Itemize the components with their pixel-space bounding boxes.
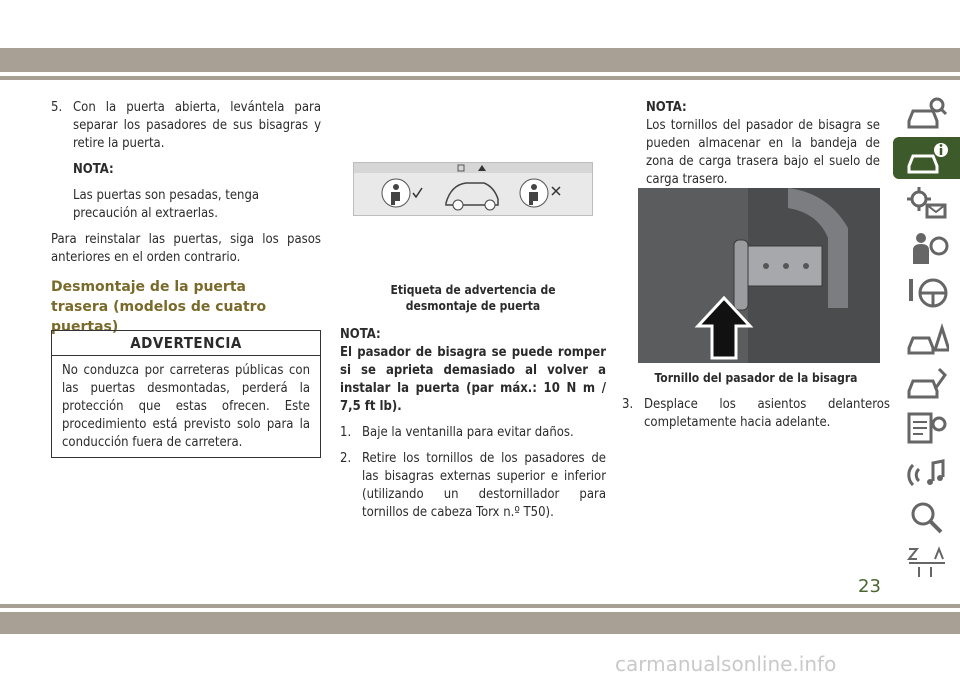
steering-wheel-icon[interactable] (893, 272, 960, 314)
door-warning-label-figure (353, 162, 593, 216)
right-column-bottom (622, 370, 890, 432)
chapter-tabs (893, 92, 960, 587)
step-number: 3. (622, 397, 634, 412)
nota-warning-text: El pasador de bisagra se puede romper si se aprieta demasiado al volver a instalar la puerta (par máx.: 10 N m / 7,5 ft lb). (340, 345, 606, 414)
warning-title: ADVERTENCIA (52, 331, 320, 356)
nota-label: NOTA: (73, 162, 114, 177)
airbag-seatbelt-icon[interactable] (893, 227, 960, 269)
step-number: 2. (340, 451, 352, 466)
step-2 (340, 450, 606, 522)
step-3 (622, 396, 890, 432)
warning-lights-icon[interactable] (893, 182, 960, 224)
page-number: 23 (858, 576, 881, 597)
hinge-caption: Tornillo del pasador de la bisagra (654, 371, 858, 385)
middle-column (340, 282, 606, 522)
car-search-icon[interactable] (893, 92, 960, 134)
car-maintenance-icon[interactable] (893, 362, 960, 404)
door-label-illustration (354, 163, 592, 215)
car-info-icon[interactable] (893, 137, 960, 179)
footer-band (0, 612, 960, 634)
step-number: 5. (51, 100, 63, 115)
footer-rule (0, 604, 960, 608)
warning-text: No conduzca por carreteras públicas con las puertas desmontadas, perderá la protección que estas ofrecen. Este procedimiento está previsto solo para la conducción fuera de carretera. (62, 363, 310, 450)
nota-label: NOTA: (340, 327, 381, 342)
right-column-top (646, 99, 880, 189)
search-icon[interactable] (893, 497, 960, 539)
step-number: 1. (340, 425, 352, 440)
label-caption: Etiqueta de advertencia de desmontaje de puerta (390, 283, 556, 313)
nota-text: Los tornillos del pasador de bisagra se pueden almacenar en la bandeja de zona de carga trasera bajo el suelo de carga trasero. (646, 118, 880, 187)
step-text: Con la puerta abierta, levántela para separar los pasadores de sus bisagras y retire la puerta. (73, 100, 321, 151)
header-band (0, 48, 960, 72)
step-5 (51, 99, 321, 153)
specifications-icon[interactable] (893, 407, 960, 449)
step-text: Desplace los asientos delanteros completamente hacia adelante. (644, 397, 890, 430)
step-text: Baje la ventanilla para evitar daños. (362, 425, 574, 440)
multimedia-icon[interactable] (893, 452, 960, 494)
hinge-photo (638, 188, 880, 363)
nota-label: NOTA: (646, 100, 687, 115)
nota-text: Las puertas son pesadas, tenga precaución al extraerlas. (73, 188, 260, 221)
hinge-pin-illustration (638, 188, 880, 363)
step-text: Retire los tornillos de los pasadores de las bisagras externas superior e inferior (utilizando un destornillador para tornillos de cabeza Torx n.º T50). (362, 451, 606, 520)
index-icon[interactable] (893, 542, 960, 584)
watermark: carmanualsonline.info (615, 652, 837, 676)
step-1 (340, 424, 606, 442)
header-rule (0, 76, 960, 80)
warning-box (51, 330, 321, 458)
reinstall-text: Para reinstalar las puertas, siga los pasos anteriores en el orden contrario. (51, 232, 321, 265)
car-crash-icon[interactable] (893, 317, 960, 359)
section-title: Desmontaje de la puerta trasera (modelos de cuatro puertas) (51, 279, 267, 335)
left-column (51, 99, 321, 337)
